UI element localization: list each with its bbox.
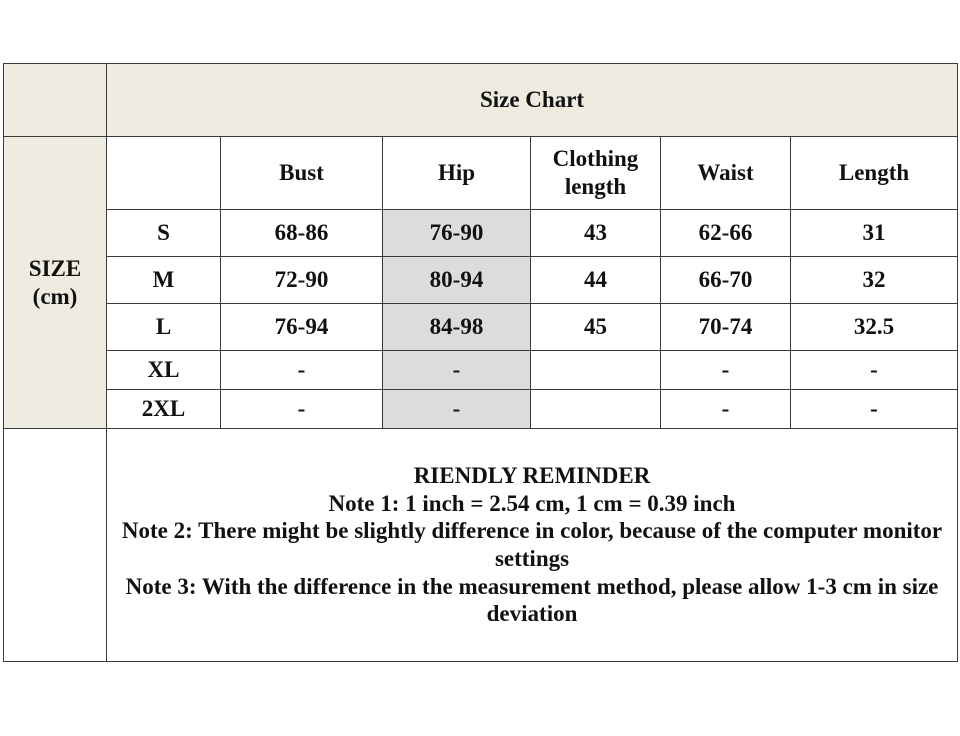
waist-cell: - — [661, 390, 791, 429]
header-bust: Bust — [221, 137, 383, 210]
header-waist: Waist — [661, 137, 791, 210]
header-hip: Hip — [383, 137, 531, 210]
table-row — [4, 257, 958, 304]
reminder-heading: RIENDLY REMINDER — [413, 463, 651, 489]
waist-cell: 70-74 — [661, 304, 791, 351]
waist-cell: 62-66 — [661, 210, 791, 257]
table-row — [4, 304, 958, 351]
title-spacer-cell — [4, 64, 107, 137]
header-clothing-line1: Clothing — [552, 146, 639, 172]
bust-cell: - — [221, 390, 383, 429]
length-cell: 32 — [791, 257, 958, 304]
clothing-length-cell: 44 — [531, 257, 661, 304]
header-clothing-line2: length — [564, 174, 627, 199]
header-length: Length — [791, 137, 958, 210]
clothing-length-cell — [531, 351, 661, 390]
hip-cell: 84-98 — [383, 304, 531, 351]
reminder-section — [107, 429, 958, 662]
size-label-line2: (cm) — [32, 283, 78, 309]
header-blank — [107, 137, 221, 210]
bust-cell: 72-90 — [221, 257, 383, 304]
bust-cell: - — [221, 351, 383, 390]
table-row — [4, 351, 958, 390]
chart-title: Size Chart — [107, 64, 958, 137]
length-cell: - — [791, 390, 958, 429]
bust-cell: 68-86 — [221, 210, 383, 257]
clothing-length-cell — [531, 390, 661, 429]
hip-cell: - — [383, 390, 531, 429]
clothing-length-cell: 43 — [531, 210, 661, 257]
size-cell: 2XL — [107, 390, 221, 429]
length-cell: - — [791, 351, 958, 390]
hip-cell: - — [383, 351, 531, 390]
header-clothing-length — [531, 137, 661, 210]
size-unit-label — [4, 137, 107, 429]
clothing-length-cell: 45 — [531, 304, 661, 351]
reminder-note-3: Note 3: With the difference in the measurement method, please allow 1-3 cm in size deviation — [125, 573, 939, 627]
size-label-line1: SIZE — [28, 255, 82, 281]
size-cell: L — [107, 304, 221, 351]
reminder-note-2: Note 2: There might be slightly difference in color, because of the computer monitor settings — [121, 518, 943, 571]
length-cell: 32.5 — [791, 304, 958, 351]
reminder-spacer-cell — [4, 429, 107, 662]
length-cell: 31 — [791, 210, 958, 257]
size-cell: M — [107, 257, 221, 304]
size-cell: XL — [107, 351, 221, 390]
table-row — [4, 390, 958, 429]
table-row — [4, 210, 958, 257]
hip-cell: 76-90 — [383, 210, 531, 257]
waist-cell: 66-70 — [661, 257, 791, 304]
size-cell: S — [107, 210, 221, 257]
bust-cell: 76-94 — [221, 304, 383, 351]
reminder-note-1: Note 1: 1 inch = 2.54 cm, 1 cm = 0.39 inch — [328, 490, 736, 516]
waist-cell: - — [661, 351, 791, 390]
hip-cell: 80-94 — [383, 257, 531, 304]
size-chart-table — [3, 63, 958, 662]
